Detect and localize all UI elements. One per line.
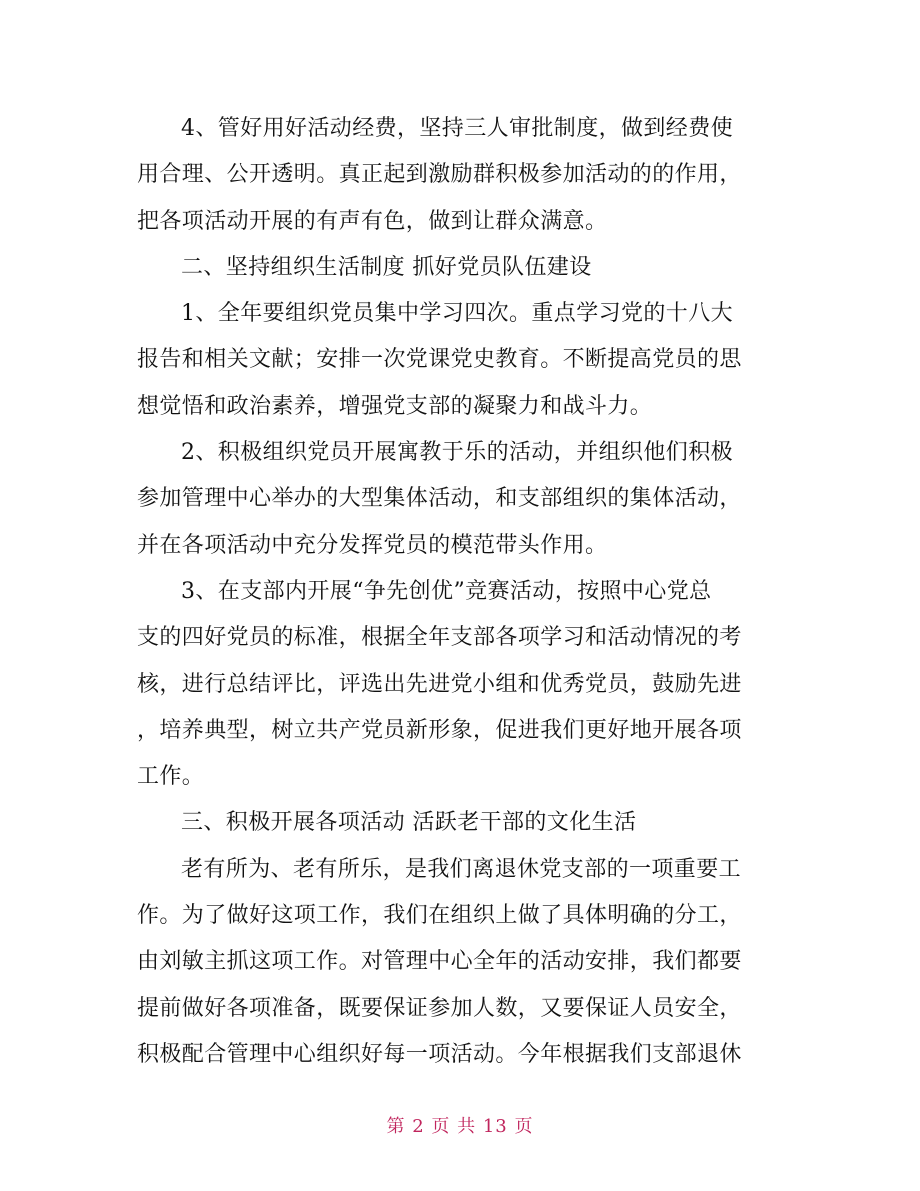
paragraph-line: 2、积极组织党员开展寓教于乐的活动，并组织他们积极 — [181, 440, 733, 466]
section-heading: 二、坚持组织生活制度 抓好党员队伍建设 — [181, 254, 592, 280]
paragraph-line: 3、在支部内开展“争先创优”竞赛活动，按照中心党总 — [181, 578, 712, 604]
paragraph-line: 工作。 — [137, 764, 205, 790]
paragraph-line: 由刘敏主抓这项工作。对管理中心全年的活动安排，我们都要 — [137, 949, 742, 975]
section-heading: 三、积极开展各项活动 活跃老干部的文化生活 — [181, 810, 637, 836]
page-number-footer: 第 2 页 共 13 页 — [386, 1116, 534, 1137]
paragraph-line: 想觉悟和政治素养，增强党支部的凝聚力和战斗力。 — [137, 393, 653, 419]
paragraph-line: 参加管理中心举办的大型集体活动，和支部组织的集体活动， — [137, 486, 742, 512]
paragraph-line: 支的四好党员的标准，根据全年支部各项学习和活动情况的考 — [137, 625, 742, 651]
paragraph-line: 并在各项活动中充分发挥党员的模范带头作用。 — [137, 532, 608, 558]
paragraph-line: 积极配合管理中心组织好每一项活动。今年根据我们支部退休 — [137, 1041, 742, 1067]
paragraph-line: ，培养典型，树立共产党员新形象，促进我们更好地开展各项 — [137, 717, 742, 743]
paragraph-line: 把各项活动开展的有声有色，做到让群众满意。 — [137, 208, 608, 234]
paragraph-line: 老有所为、老有所乐，是我们离退休党支部的一项重要工 — [181, 856, 742, 882]
paragraph-line: 核，进行总结评比，评选出先进党小组和优秀党员，鼓励先进 — [137, 671, 742, 697]
paragraph-line: 报告和相关文献；安排一次党课党史教育。不断提高党员的思 — [137, 347, 742, 373]
document-body — [137, 106, 787, 1078]
paragraph-line: 提前做好各项准备，既要保证参加人数，又要保证人员安全， — [137, 995, 742, 1021]
paragraph-line: 用合理、公开透明。真正起到激励群积极参加活动的的作用， — [137, 162, 742, 188]
paragraph-line: 1、全年要组织党员集中学习四次。重点学习党的十八大 — [181, 301, 733, 327]
paragraph-line: 4、管好用好活动经费，坚持三人审批制度，做到经费使 — [181, 116, 733, 141]
paragraph-line: 作。为了做好这项工作，我们在组织上做了具体明确的分工， — [137, 903, 742, 929]
